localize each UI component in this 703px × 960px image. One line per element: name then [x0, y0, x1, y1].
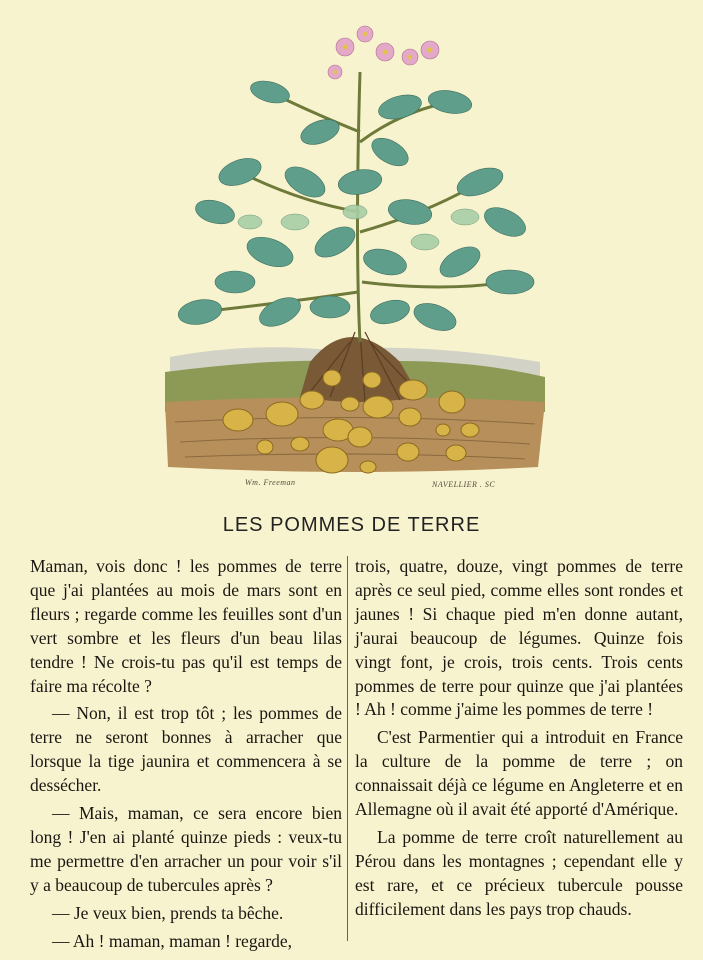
paragraph: C'est Parmentier qui a introduit en France la culture de la pomme de terre ; on connaissait déjà ce légume en Angleterre et en Allemagne où il avait été apporté d'Amérique. — [355, 727, 683, 820]
column-divider — [347, 556, 348, 941]
potato-plant-illustration — [160, 12, 550, 500]
paragraph: — Ah ! maman, maman ! regarde, — [52, 930, 293, 951]
paragraph: La pomme de terre croît naturellement au Pérou dans les montagnes ; cependant elle y est rare, et ce précieux tubercule pousse difficilement dans les pays trop chauds. — [355, 826, 683, 919]
left-text-column — [30, 555, 342, 958]
paragraph: — Non, il est trop tôt ; les pommes de terre ne seront bonnes à arracher que lorsque la tige jaunira et commencera à se dessécher. — [30, 703, 342, 796]
right-text-column — [355, 555, 683, 926]
engraver-signature-right: NAVELLIER . SC — [432, 480, 496, 489]
paragraph: Maman, vois donc ! les pommes de terre que j'ai plantées au mois de mars sont en fleurs ; regarde comme les feuilles sont d'un vert sombre et les fleurs d'un beau lilas tendre ! Ne crois-tu pas qu'il est temps de faire ma récolte ? — [30, 556, 342, 696]
engraver-signature-left: Wm. Freeman — [245, 478, 296, 487]
paragraph: — Je veux bien, prends ta bêche. — [52, 902, 284, 923]
page-title: LES POMMES DE TERRE — [222, 514, 481, 536]
paragraph: — Mais, maman, ce sera encore bien long ! J'en ai planté quinze pieds : veux-tu me permettre d'en arracher un pour voir s'il y a beaucoup de tubercules après ? — [30, 803, 342, 895]
paragraph: trois, quatre, douze, vingt pommes de terre après ce seul pied, comme elles sont rondes et jaunes ! Si chaque pied m'en donne autant, j'aurai beaucoup de légumes. Quinze fois vingt font, je crois, trois cents. Trois cents pommes de terre pour quinze que j'ai plantées ! Ah ! comme j'aime les pommes de terre ! — [355, 556, 683, 720]
